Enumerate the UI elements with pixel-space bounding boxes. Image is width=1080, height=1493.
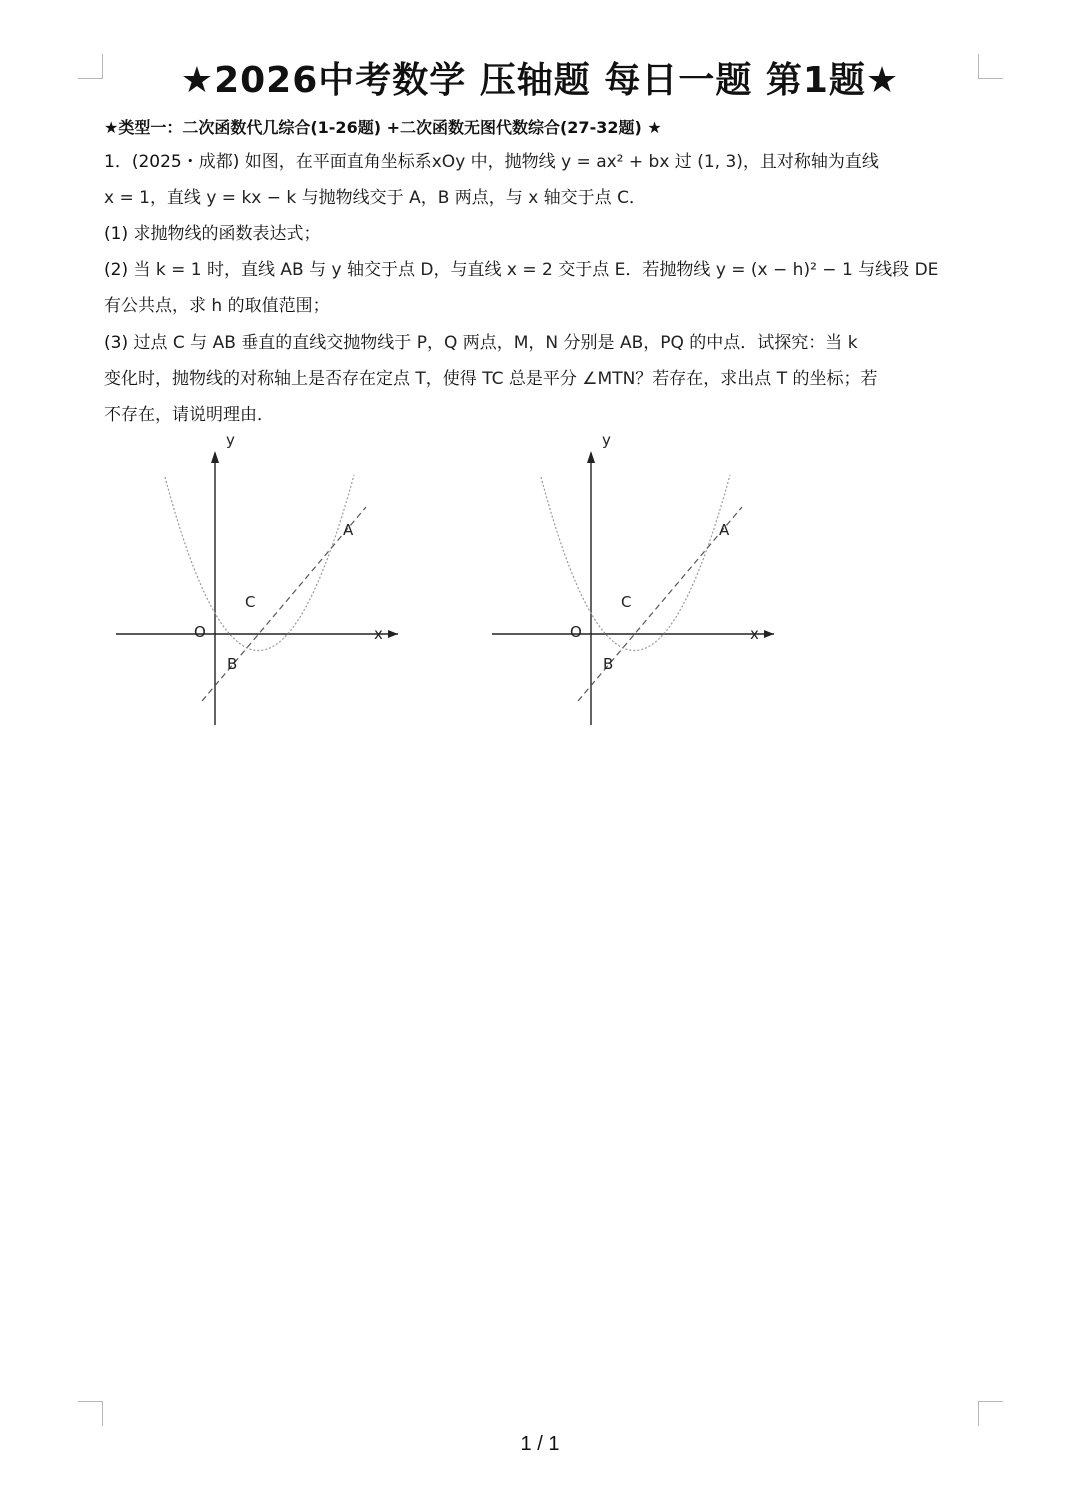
text-run: ， xyxy=(426,333,444,353)
y-axis-arrow xyxy=(211,451,219,463)
text-run: 时，直线 xyxy=(201,260,281,280)
x-axis-arrow xyxy=(388,630,398,638)
math-expression: x = 2 xyxy=(506,260,553,280)
math-coordinate-system: xOy xyxy=(431,152,466,172)
math-point: T xyxy=(415,369,426,389)
math-segment: AB xyxy=(212,333,236,353)
math-parabola-equation: y = ax² + bx xyxy=(561,152,670,172)
math-segment: TC xyxy=(482,369,504,389)
text-run: 与 xyxy=(184,333,213,353)
text-run: 过 xyxy=(669,152,698,172)
question-part-2-continued xyxy=(104,294,984,318)
point-a-label: A xyxy=(719,521,730,539)
crop-mark-bottom-right xyxy=(978,1401,1003,1426)
point-c-label: C xyxy=(621,593,632,611)
question-part-1: (1) 求抛物线的函数表达式； xyxy=(104,224,321,244)
text-run: (3) 过点 xyxy=(104,333,173,353)
text-run: 与线段 xyxy=(852,260,915,280)
text-run: 交于点 xyxy=(552,260,615,280)
question-part-3 xyxy=(104,331,984,355)
x-axis-arrow xyxy=(764,630,774,638)
figure-graph-2 xyxy=(486,425,786,730)
text-run: ．若抛物线 xyxy=(625,260,716,280)
math-variable: k xyxy=(847,333,858,353)
text-run: 的取值范围； xyxy=(222,296,330,316)
math-segment: DE xyxy=(914,260,939,280)
text-run: 的中点．试探究：当 xyxy=(683,333,848,353)
math-parabola-equation: y = (x − h)² − 1 xyxy=(715,260,853,280)
math-point: P xyxy=(416,333,427,353)
crop-mark-top-right xyxy=(978,54,1003,79)
y-axis-arrow xyxy=(587,451,595,463)
text-run: 轴交于点 xyxy=(538,188,618,208)
text-run: 的坐标；若 xyxy=(787,369,878,389)
text-run: ，直线 xyxy=(149,188,207,208)
text-run: 与 xyxy=(303,260,332,280)
problem-type-heading: ★类型一：二次函数代几综合(1-26题) +二次函数无图代数综合(27-32题) ★ xyxy=(104,118,662,137)
text-run: ， xyxy=(420,188,438,208)
text-run: 变化时，抛物线的对称轴上是否存在定点 xyxy=(104,369,416,389)
math-point: E xyxy=(614,260,626,280)
y-axis-label: y xyxy=(226,431,235,449)
page-title: ★2026中考数学 压轴题 每日一题 第1题★ xyxy=(180,60,900,101)
text-run: (2) 当 xyxy=(104,260,156,280)
text-run: 分别是 xyxy=(558,333,620,353)
math-segment: PQ xyxy=(660,333,684,353)
text-run: ，且对称轴为直线 xyxy=(742,152,879,172)
math-segment: AB xyxy=(619,333,644,353)
text-run: 有公共点，求 xyxy=(104,296,212,316)
question-part-3-continued xyxy=(104,367,984,391)
math-segment: AB xyxy=(280,260,304,280)
math-point: D xyxy=(420,260,434,280)
math-point: N xyxy=(545,333,559,353)
question-part-2 xyxy=(104,258,984,282)
text-run: ，与直线 xyxy=(433,260,507,280)
math-point: (1, 3) xyxy=(697,152,743,172)
text-run: ，使得 xyxy=(425,369,483,389)
problem-line-1 xyxy=(104,150,984,174)
problem-line-2 xyxy=(104,186,984,210)
math-axis-equation: x = 1 xyxy=(104,188,150,208)
math-point: C xyxy=(172,333,185,353)
math-point: Q xyxy=(443,333,458,353)
text-run: 两点， xyxy=(457,333,514,353)
question-part-3-end: 不存在，请说明理由． xyxy=(104,405,274,425)
text-run: ． xyxy=(628,188,646,208)
math-variable: y xyxy=(331,260,342,280)
point-b-label: B xyxy=(227,655,238,673)
origin-label: O xyxy=(570,623,582,641)
x-axis-label: x xyxy=(374,625,383,643)
graph-svg xyxy=(486,425,786,730)
math-angle: ∠MTN xyxy=(582,369,636,389)
text-run: 垂直的直线交抛物线于 xyxy=(235,333,417,353)
y-axis-label: y xyxy=(602,431,611,449)
figure-graph-1 xyxy=(110,425,410,730)
text-run: 中，抛物线 xyxy=(465,152,562,172)
text-run: ， xyxy=(528,333,546,353)
text-run: 1．(2025・成都) 如图，在平面直角坐标系 xyxy=(104,152,432,172)
math-point: M xyxy=(513,333,529,353)
math-variable: h xyxy=(211,296,223,316)
text-run: ， xyxy=(643,333,661,353)
text-run: 轴交于点 xyxy=(341,260,421,280)
text-run: 两点，与 xyxy=(449,188,529,208)
math-variable: x xyxy=(528,188,539,208)
x-axis-label: x xyxy=(750,625,759,643)
crop-mark-bottom-left xyxy=(78,1401,103,1426)
math-point: T xyxy=(776,369,788,389)
graph-svg xyxy=(110,425,410,730)
point-a-label: A xyxy=(343,521,354,539)
math-point: C xyxy=(617,188,629,208)
math-line-equation: y = kx − k xyxy=(206,188,297,208)
text-run: 与抛物线交于 xyxy=(296,188,410,208)
page-number: 1 / 1 xyxy=(520,1433,560,1455)
math-expression: k = 1 xyxy=(155,260,202,280)
point-c-label: C xyxy=(245,593,256,611)
text-run: ？若存在，求出点 xyxy=(635,369,777,389)
math-point: A xyxy=(409,188,421,208)
origin-label: O xyxy=(194,623,206,641)
text-run: 总是平分 xyxy=(503,369,583,389)
math-point: B xyxy=(437,188,450,208)
point-b-label: B xyxy=(603,655,614,673)
